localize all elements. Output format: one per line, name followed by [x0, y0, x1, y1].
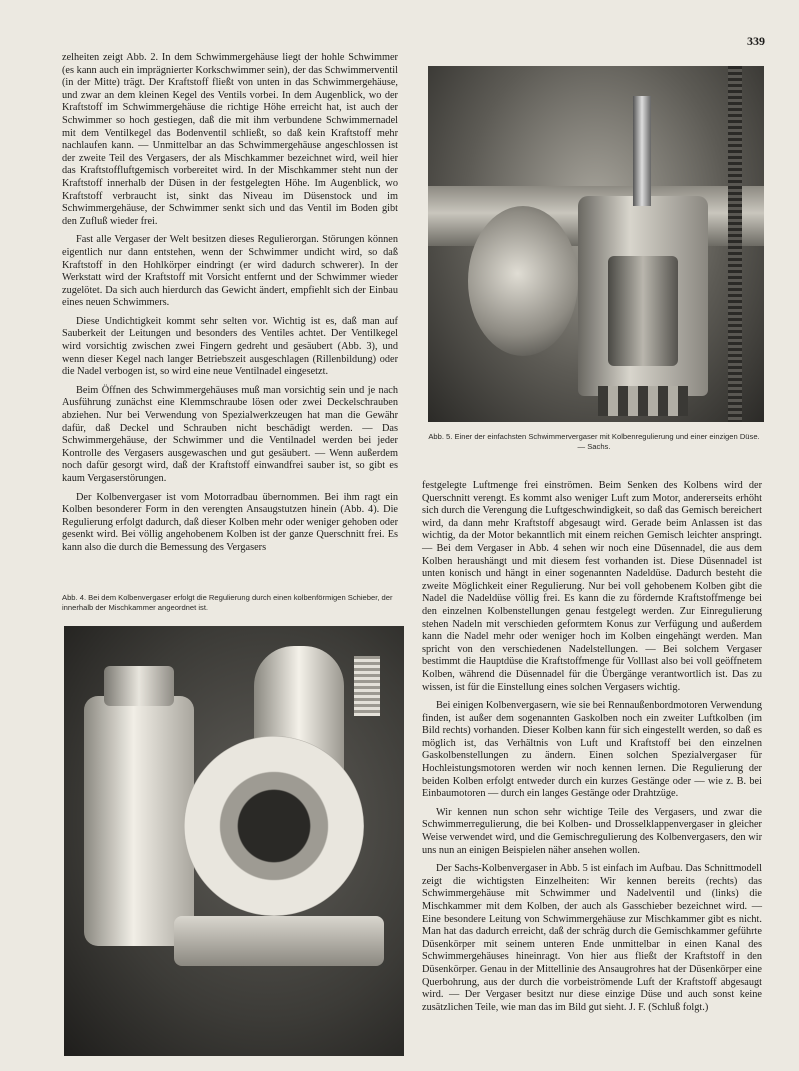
- paragraph: Bei einigen Kolbenvergasern, wie sie bei Rennaußenbordmotoren Verwendung finden, ist außer dem sogenannten Gaskolben noch ein zweiter Luftkolben (im Bild rechts) vorhanden. Dieser Kolben kann für sich eingestellt werden, so daß es möglich ist, das Verhältnis von Luft und Kraftstoff bei den einzelnen Gaskolbenstellungen zu ändern. Einen solchen Spezialvergaser für Hochleistungsmotoren werden wir noch kennen lernen. Die Regulierung der beiden Kolben erfolgt entweder durch ein kurzes Gestänge oder — wie z. B. bei Einbaumotoren — durch ein langes Gestänge oder Drahtzüge.: [422, 700, 762, 800]
- float-shape: [608, 256, 678, 366]
- intake-bore-shape: [184, 736, 364, 916]
- float-bowl-shape: [84, 696, 194, 946]
- figure-caption-abb4: Abb. 4. Bei dem Kolbenvergaser erfolgt die Regulierung durch einen kolbenförmigen Schieber, der innerhalb der Mischkammer angeordnet ist.: [62, 593, 393, 612]
- paragraph: Wir kennen nun schon sehr wichtige Teile des Vergasers, und zwar die Schwimmerregulierung, die bei Kolben- und Drosselklappenvergaser in gleicher Weise verwendet wird, und die Gemischregulierung des Kolbenvergasers, den wir uns nun an einigen Beispielen näher ansehen wollen.: [422, 806, 762, 856]
- paragraph: Der Sachs-Kolbenvergaser in Abb. 5 ist einfach im Aufbau. Das Schnittmodell zeigt die wichtigsten Einzelheiten: Wir kennen bereits (rechts) das Schwimmergehäuse mit Schwimmer und Nadelventil und (links) die Mischkammer mit dem Kolben, der auch als Gasschieber bezeichnet wird. — Eine besondere Leitung von Schwimmergehäuse zur Mischkammer gibt es nicht. Man hat das dadurch erreicht, daß der schräg durch die Gemischkammer geführte Düsenkörper mit seinem unteren Ende unmittelbar in einen Kanal des Schwimmergehäuses hineinragt. Von hier aus fließt der Kraftstoff in den Düsenkörper. Genau in der Mittellinie des Ansaugrohres hat der Düsenkörper eine Querbohrung, aus der durch die vorbeiströmende Luft der Kraftstoff abgesaugt wird. — Der Vergaser besitzt nur diese einzige Düse und auch sonst keine zusätzlichen Teile, wie man das im Bild gut sieht. J. F. (Schluß folgt.): [422, 863, 762, 1013]
- paragraph: festgelegte Luftmenge frei einströmen. Beim Senken des Kolbens wird der Querschnitt verengt. Es kommt also weniger Luft zum Motor, andererseits erhöht sich durch die Verengung die Luftgeschwindigkeit, so daß das Gemisch bereichert wird, da dann mehr Kraftstoff abgesaugt wird. Gerade beim Anlassen ist das wichtig, da der Motor bekanntlich mit einem reichen Gemisch leichter anspringt. — Bei dem Vergaser in Abb. 4 sehen wir noch eine Düsennadel, die aus dem Kolben heraushängt und mit diesem fest vorhanden ist. Diese Düsennadel ist unten konisch und hängt in einer sogenannten Nadeldüse. Dadurch besteht die zweite Möglichkeit einer Regulierung. Nur bei voll gehobenem Kolben gibt die Nadel die Nadeldüse völlig frei. Es kann die zu fördernde Kraftstoffmenge bei den einzelnen Kolbenstellungen genau festgelegt werden. Zur Einregulierung stehen Nadeln mit verschieden geformtem Konus zur Verfügung und außerdem kann die Nadel mehr oder weniger hoch im Kolben eingehängt werden. Man spricht von den verschiedenen Nadelstellungen. — Bei solchem Vergaser bestimmt die Hauptdüse die Kraftstoffmenge für Volllast also bei voll geöffnetem Kolben, während die Düsennadel für die Übergänge verantwortlich ist. Das zu wissen, ist für die Einstellung eines solchen Vergasers wichtig.: [422, 480, 762, 693]
- mounting-flange-shape: [174, 916, 384, 966]
- left-text-column: [62, 52, 398, 555]
- needle-valve-shape: [633, 96, 651, 206]
- base-screws-shape: [598, 386, 688, 416]
- cable-shape: [728, 66, 742, 422]
- mixing-chamber-shape: [468, 206, 578, 356]
- paragraph: Fast alle Vergaser der Welt besitzen dieses Regulierorgan. Störungen können eigentlich nur dann entstehen, wenn der Schwimmer undicht wird, so daß Kraftstoff in den Hohlkörper eindringt (er wird dadurch schwerer). In der Werkstatt wird der Kraftstoff mit Vorsicht entfernt und der Schwimmer wieder zugelötet. Da sich auch hierdurch das Gewicht ändert, empfiehlt sich der Einbau eines neuen Schwimmers.: [62, 234, 398, 309]
- figure-caption-abb5: Abb. 5. Einer der einfachsten Schwimmervergaser mit Kolbenregulierung und einer einzigen Düse. — Sachs.: [428, 432, 760, 451]
- paragraph: Beim Öffnen des Schwimmergehäuses muß man vorsichtig sein und je nach Ausführung zunächst eine Klemmschraube lösen oder zwei Deckelschrauben abziehen. Nur bei Verwendung von Spezialwerkzeugen hat man die Gewähr dafür, daß Deckel und Schrauben nicht beschädigt werden. — Das Schwimmergehäuse, der Schwimmer und die Ventilnadel werden bei jeder Kontrolle des Vergasers ausgewaschen und gut gesäubert. — Wenn außerdem noch dafür gesorgt wird, daß der Kraftstoff einwandfrei sauber ist, so gibt es kaum Vergaserstörungen.: [62, 384, 398, 484]
- carburetor-cutaway-photo: [428, 66, 764, 422]
- paragraph: zelheiten zeigt Abb. 2. In dem Schwimmergehäuse liegt der hohle Schwimmer (es kann auch ein imprägnierter Korkschwimmer sein), der das Schwimmerventil (in der Mitte) trägt. Der Kraftstoff fließt von unten in das Schwimmergehäuse, und zwar an dem kleinen Kegel des Ventils vorbei. In dem Augenblick, wo der Kraftstoff im Schwimmergehäuse die richtige Höhe erreicht hat, ist auch der Schwimmer so hoch gestiegen, daß die mit ihm verbundene Schwimmernadel mit dem Ventilkegel das Bodenventil schließt, so daß kein Kraftstoff mehr nachlaufen kann. — Unmittelbar an das Schwimmergehäuse angeschlossen ist der zweite Teil des Vergasers, der als Mischkammer bezeichnet wird, weil hier das Kraftstoffluftgemisch vorbereitet wird. In der Mischkammer steht nun der Kraftstoff innerhalb der Düsen in der festgelegten Höhe. Im Augenblick, wo Kraftstoff verbraucht ist, sinkt das Niveau im Düsenstock und im Schwimmergehäuse, der Schwimmer senkt sich und das Ventil im Boden gibt den Zufluß wieder frei.: [62, 52, 398, 227]
- piston-carburetor-photo: [64, 626, 404, 1056]
- float-bowl-cap-shape: [104, 666, 174, 706]
- page-number: 339: [747, 34, 765, 48]
- adjuster-screw-shape: [354, 656, 380, 716]
- right-text-column: [422, 480, 762, 1014]
- paragraph: Diese Undichtigkeit kommt sehr selten vor. Wichtig ist es, daß man auf Sauberkeit der Leitungen und besonders des Ventiles achtet. Der Ventilkegel wird vorsichtig zwischen zwei Fingern gedreht und gesäubert (Abb. 3), und wenn dieser Kegel nach langer Betriebszeit ausgeschlagen (Rillenbildung) oder die Nadel verbogen ist, so wird eine neue Ventilnadel eingesetzt.: [62, 315, 398, 378]
- paragraph: Der Kolbenvergaser ist vom Motorradbau übernommen. Bei ihm ragt ein Kolben besonderer Form in den verengten Ansaugstutzen hinein (Abb. 4). Die Regulierung erfolgt dadurch, daß dieser Kolben mehr oder weniger gehoben oder gesenkt wird. Bei völlig angehobenem Kolben ist der ganze Querschnitt frei. Es kann also die durch die Bemessung des Vergasers: [62, 491, 398, 553]
